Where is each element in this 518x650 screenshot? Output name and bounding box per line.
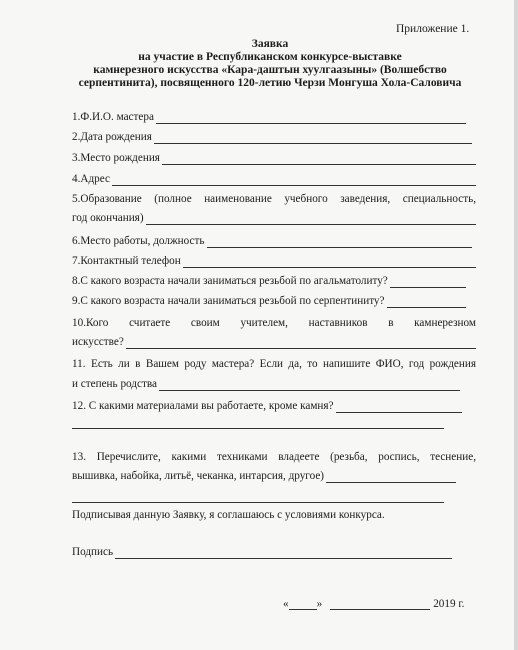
field-label: 7.Контактный телефон — [72, 255, 181, 267]
signature-field — [72, 545, 452, 559]
field-family-masters — [72, 377, 476, 391]
fill-in-line[interactable] — [112, 175, 476, 186]
form-subtitle-line-2: камнерезного искусства «Кара-даштын хуулгаазыны» (Волшебство — [93, 64, 447, 76]
fill-in-line[interactable] — [390, 277, 466, 288]
fill-in-line-extra[interactable] — [72, 428, 444, 429]
page-edge — [514, 0, 518, 650]
field-workplace — [72, 234, 476, 248]
year-label: 2019 г. — [433, 598, 465, 610]
signature-label: Подпись — [72, 546, 114, 558]
fill-in-line[interactable] — [154, 133, 472, 144]
field-agalmatolite-age — [72, 274, 476, 288]
field-phone — [72, 254, 476, 268]
field-serpentinite-age — [72, 294, 476, 308]
fill-in-line[interactable] — [159, 380, 460, 391]
field-label: вышивка, набойка, литьё, чеканка, интарсия, другое) — [72, 470, 325, 482]
fill-in-line[interactable] — [126, 338, 476, 349]
field-label: 2.Дата рождения — [72, 131, 152, 143]
month-blank[interactable] — [330, 599, 430, 610]
field-label: 8.С какого возраста начали заниматься резьбой по агальматолиту? — [72, 275, 388, 287]
fill-in-line[interactable] — [183, 257, 476, 268]
form-subtitle-line-3: серпентинита), посвященного 120-летию Черзи Монгуша Хола-Саловича — [78, 77, 462, 89]
field-teacher — [72, 335, 476, 349]
field-label: 6.Место работы, должность — [72, 235, 205, 247]
form-subtitle-line-1: на участие в Республиканском конкурсе-выставке — [138, 51, 402, 63]
fill-in-line[interactable] — [146, 214, 476, 225]
field-address — [72, 172, 476, 186]
fill-in-line-extra[interactable] — [72, 502, 444, 503]
day-blank[interactable] — [289, 599, 317, 610]
field-education — [72, 211, 476, 225]
field-label: 12. С какими материалами вы работаете, кроме камня? — [72, 400, 334, 412]
fill-in-line[interactable] — [387, 297, 467, 308]
fill-in-line[interactable] — [156, 113, 466, 124]
field-label: 9.С какого возраста начали заниматься резьбой по серпентиниту? — [72, 295, 385, 307]
field-techniques-label: 13. Перечислите, какими техниками владеете (резьба, роспись, теснение, — [72, 451, 476, 463]
field-teacher-label: 10.Кого считаете своим учителем, наставников в камнерезном — [72, 317, 476, 329]
date-open-quote: « — [283, 598, 289, 610]
fill-in-line[interactable] — [207, 237, 473, 248]
appendix-label: Приложение 1. — [396, 23, 470, 35]
fill-in-line[interactable] — [336, 402, 462, 413]
field-full-name — [72, 110, 476, 124]
date-close-quote: » — [316, 598, 323, 610]
field-label: год окончания) — [72, 212, 144, 224]
field-label: 3.Место рождения — [72, 152, 160, 164]
consent-statement: Подписывая данную Заявку, я соглашаюсь с условиями конкурса. — [72, 509, 385, 521]
field-label: 1.Ф.И.О. мастера — [72, 111, 154, 123]
field-techniques — [72, 469, 476, 483]
field-family-masters-label: 11. Есть ли в Вашем роду мастера? Если да, то напишите ФИО, год рождения — [72, 358, 476, 370]
date-field — [283, 596, 479, 610]
field-education-label: 5.Образование (полное наименование учебного заведения, специальность, — [72, 193, 476, 205]
fill-in-line[interactable] — [326, 472, 456, 483]
field-label: искусстве? — [72, 336, 124, 348]
signature-line[interactable] — [115, 548, 452, 559]
field-birth-place — [72, 151, 476, 165]
field-materials — [72, 399, 476, 413]
field-label: и степень родства — [72, 378, 157, 390]
field-birth-date — [72, 130, 476, 144]
fill-in-line[interactable] — [162, 154, 476, 165]
field-label: 4.Адрес — [72, 173, 110, 185]
form-title: Заявка — [251, 38, 289, 50]
